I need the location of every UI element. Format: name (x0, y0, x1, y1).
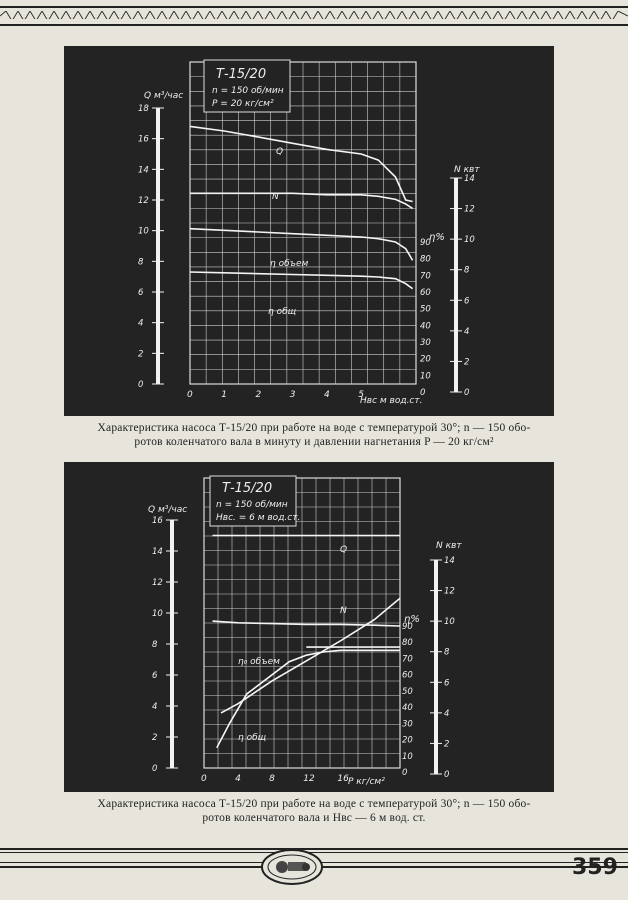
chart-2-title: Т-15/20 (222, 481, 273, 496)
q-scale-tick-label: 8 (152, 640, 158, 650)
x-tick-label: 5 (358, 390, 364, 400)
series-line-q (190, 126, 413, 201)
eta-tick-label: 50 (420, 304, 431, 315)
n-scale-bar (434, 560, 438, 774)
x-tick-label: 1 (221, 390, 227, 400)
chart-2-q-curve-label: Q (340, 545, 348, 555)
chart-panel-pressure-20 (64, 46, 554, 416)
chart-1-eta-tot-label: η общ (268, 307, 297, 317)
q-scale-tick-label: 10 (138, 226, 149, 237)
chart-1-title: Т-15/20 (216, 67, 267, 82)
n-scale-tick-label: 4 (464, 326, 470, 337)
chart-1-x-axis-label: Нвс м вод.ст. (360, 396, 423, 406)
chart-panel-suction-6m (64, 462, 554, 792)
eta-tick-label: 40 (420, 321, 431, 332)
n-scale-bar (454, 178, 458, 392)
n-scale-tick-label: 12 (464, 204, 475, 215)
chart-2-caption-line-2: ротов коленчатого вала и Нвс — 6 м вод. ст. (202, 812, 426, 824)
n-scale-tick-label: 14 (464, 174, 475, 184)
q-scale-tick-label: 16 (152, 516, 163, 526)
x-tick-label: 0 (187, 390, 193, 400)
top-ornamental-border (0, 6, 628, 28)
q-scale-tick-label: 0 (138, 380, 144, 390)
q-scale-tick-label: 0 (152, 764, 158, 774)
eta-tick-label: 20 (420, 354, 431, 365)
eta-tick-label: 50 (402, 686, 413, 697)
eta-tick-label: 60 (420, 288, 431, 298)
eta-tick-label: 80 (420, 254, 431, 265)
chart-2-eta-vol-label: η₀ объем (238, 657, 280, 667)
page-number: 359 (572, 855, 618, 880)
chart-2-q-axis-label: Q м³/час (148, 505, 188, 515)
chart-1-subtitle-speed: n = 150 об/мин (212, 86, 284, 96)
eta-tick-label: 60 (402, 670, 413, 681)
eta-tick-label: 30 (420, 338, 431, 348)
chart-2-n-axis-label: N квт (436, 541, 462, 551)
chart-1-caption (40, 421, 588, 449)
eta-tick-label: 70 (420, 271, 431, 282)
n-scale-tick-label: 6 (464, 296, 470, 307)
q-scale-tick-label: 4 (138, 318, 144, 329)
eta-tick-label: 90 (420, 238, 431, 248)
eta-tick-label: 10 (420, 371, 431, 382)
eta-tick-label: 40 (402, 703, 413, 714)
chart-1-n-axis-label: N квт (454, 165, 480, 175)
chart-2-caption-line-1: Характеристика насоса Т-15/20 при работе на воде с температурой 30°; n — 150 обо- (97, 798, 531, 810)
n-scale-tick-label: 6 (444, 678, 450, 689)
x-tick-label: 16 (337, 774, 349, 784)
eta-tick-label: 0 (420, 388, 426, 398)
q-scale-tick-label: 14 (152, 547, 163, 557)
x-tick-label: 12 (303, 774, 315, 784)
q-scale-tick-label: 8 (138, 257, 144, 268)
q-scale-tick-label: 10 (152, 609, 163, 619)
n-scale-tick-label: 10 (444, 617, 455, 628)
eta-tick-label: 10 (402, 751, 413, 762)
eta-tick-label: 30 (402, 719, 413, 730)
series-line-eta (190, 229, 413, 261)
chart-2-svg (64, 462, 554, 792)
n-scale-tick-label: 8 (444, 647, 450, 658)
eta-tick-label: 20 (402, 735, 413, 746)
q-scale-tick-label: 18 (138, 104, 149, 114)
x-tick-label: 4 (235, 774, 241, 784)
q-scale-tick-label: 12 (152, 578, 163, 588)
chart-2-caption (30, 797, 598, 825)
eta-tick-label: 0 (402, 768, 408, 778)
chart-1-caption-line-1: Характеристика насоса Т-15/20 при работе на воде с температурой 30°; n — 150 обо- (97, 422, 531, 434)
chart-2-eta-axis-label: η% (404, 614, 420, 625)
series-line-eta (190, 272, 413, 289)
x-tick-label: 3 (289, 390, 296, 400)
chart-1-eta-axis-label: η% (429, 232, 445, 243)
q-scale-bar (156, 108, 160, 384)
q-scale-tick-label: 12 (138, 196, 149, 206)
chart-1-subtitle-pressure: P = 20 кг/см² (212, 99, 274, 109)
chart-1-svg (64, 46, 554, 416)
x-tick-label: 8 (269, 774, 275, 784)
n-scale-tick-label: 4 (444, 708, 450, 719)
pump-emblem-icon (260, 848, 324, 886)
chart-2-subtitle-speed: n = 150 об/мин (216, 500, 288, 510)
x-tick-label: 2 (255, 390, 262, 400)
q-scale-tick-label: 4 (152, 702, 158, 712)
q-scale-tick-label: 6 (138, 288, 144, 298)
q-scale-tick-label: 14 (138, 165, 149, 176)
chart-2-axes (152, 516, 455, 784)
chart-1-q-axis-label: Q м³/час (144, 91, 184, 101)
n-scale-tick-label: 8 (464, 265, 470, 276)
eta-tick-label: 80 (402, 638, 413, 649)
chart-2-eta-tot-label: η общ (238, 733, 267, 743)
chart-2-n-curve-label: N (340, 606, 347, 616)
n-scale-tick-label: 12 (444, 586, 455, 597)
chart-2-x-axis-label: P кг/см² (348, 777, 385, 787)
n-scale-tick-label: 0 (444, 770, 450, 780)
chart-1-eta-vol-label: η объем (270, 259, 309, 269)
series-line-n (190, 193, 413, 208)
x-tick-label: 0 (201, 774, 207, 784)
q-scale-tick-label: 6 (152, 671, 158, 681)
n-scale-tick-label: 2 (464, 357, 470, 368)
chart-1-n-curve-label: N (272, 192, 279, 202)
x-tick-label: 4 (323, 390, 330, 400)
chart-1-caption-line-2: ротов коленчатого вала в минуту и давлении нагнетания P — 20 кг/см² (134, 436, 494, 448)
q-scale-tick-label: 16 (138, 134, 149, 145)
q-scale-tick-label: 2 (138, 349, 144, 360)
chart-2-subtitle-suction: Нвс. = 6 м вод.ст. (216, 513, 301, 523)
chart-1-q-curve-label: Q (276, 147, 284, 157)
q-scale-tick-label: 2 (152, 733, 158, 743)
eta-tick-label: 90 (402, 622, 413, 632)
n-scale-tick-label: 14 (444, 556, 455, 566)
eta-tick-label: 70 (402, 654, 413, 665)
n-scale-tick-label: 10 (464, 235, 475, 246)
n-scale-tick-label: 0 (464, 388, 470, 398)
n-scale-tick-label: 2 (444, 739, 450, 750)
top-border-pattern (0, 11, 628, 19)
